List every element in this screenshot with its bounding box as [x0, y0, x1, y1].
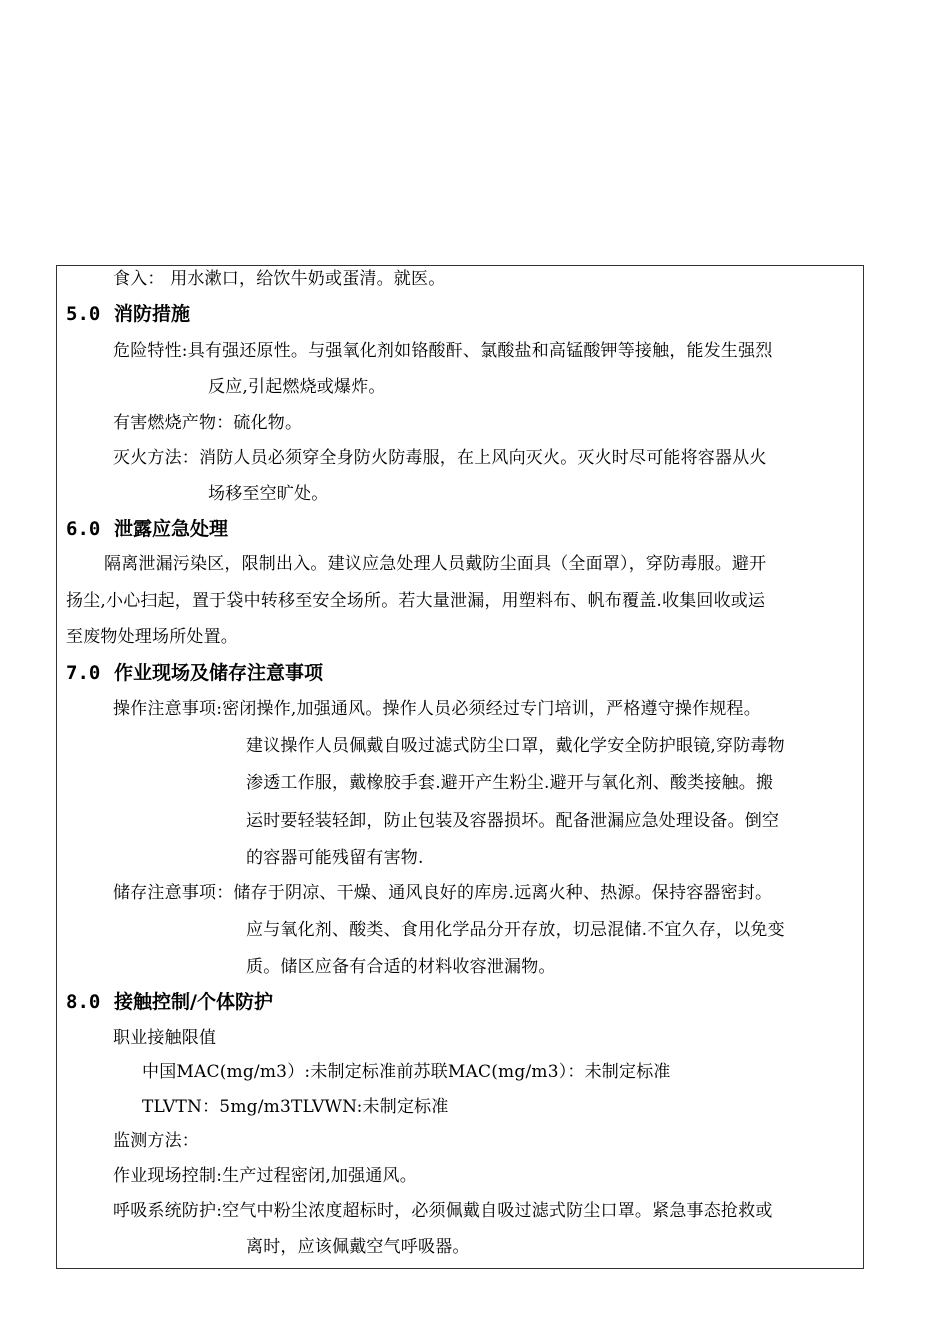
operation-text-2: 建议操作人员佩戴自吸过滤式防尘口罩，戴化学安全防护眼镜,穿防毒物 [246, 736, 785, 756]
section-6-heading [66, 517, 228, 541]
leak-text-3: 至废物处理场所处置。 [66, 627, 238, 647]
monitoring-label: 监测方法： [113, 1131, 199, 1151]
section-5-number: 5.0 [66, 303, 101, 325]
ingestion-text: 食入： 用水漱口，给饮牛奶或蛋清。就医。 [113, 269, 446, 289]
section-5-heading [66, 302, 190, 326]
section-8-heading [66, 990, 273, 1014]
operation-text-3: 渗透工作服，戴橡胶手套.避开产生粉尘.避开与氧化剂、酸类接触。搬 [246, 773, 774, 793]
tlv-text: TLVTN：5mg/m3TLVWN:未制定标准 [142, 1097, 449, 1117]
storage-text-1: 储存注意事项：储存于阴凉、干燥、通风良好的库房.远离火种、热源。保持容器密封。 [113, 883, 773, 903]
hazard-text-1: 危险特性:具有强还原性。与强氧化剂如铬酸酐、氯酸盐和高锰酸钾等接触，能发生强烈 [113, 341, 773, 361]
section-7-title: 作业现场及储存注意事项 [114, 662, 324, 684]
section-7-number: 7.0 [66, 662, 101, 684]
leak-text-2: 扬尘,小心扫起，置于袋中转移至安全场所。若大量泄漏，用塑料布、帆布覆盖.收集回收或运 [66, 591, 766, 611]
extinguish-text-1: 灭火方法：消防人员必须穿全身防火防毒服，在上风向灭火。灭火时尽可能将容器从火 [113, 448, 767, 468]
section-6-title: 泄露应急处理 [114, 518, 229, 540]
storage-text-3: 质。储区应备有合适的材料收容泄漏物。 [246, 957, 556, 977]
extinguish-text-2: 场移至空旷处。 [208, 484, 329, 504]
respiratory-text-1: 呼吸系统防护:空气中粉尘浓度超标时，必须佩戴自吸过滤式防尘口罩。紧急事态抢救或 [113, 1201, 773, 1221]
respiratory-text-2: 离时，应该佩戴空气呼吸器。 [246, 1237, 470, 1257]
combustion-products-text: 有害燃烧产物：硫化物。 [113, 413, 303, 433]
section-7-heading [66, 661, 323, 685]
leak-text-1: 隔离泄漏污染区，限制出入。建议应急处理人员戴防尘面具（全面罩），穿防毒服。避开 [104, 554, 767, 574]
section-8-number: 8.0 [66, 991, 101, 1013]
engineering-control-text: 作业现场控制:生产过程密闭,加强通风。 [113, 1166, 417, 1186]
storage-text-2: 应与氧化剂、酸类、食用化学品分开存放，切忌混储.不宜久存，以免变 [246, 920, 785, 940]
hazard-text-2: 反应,引起燃烧或爆炸。 [208, 377, 386, 397]
operation-text-5: 的容器可能残留有害物. [246, 848, 424, 868]
exposure-limits-label: 职业接触限值 [113, 1028, 217, 1048]
section-5-title: 消防措施 [114, 303, 191, 325]
china-mac-text: 中国MAC(mg/m3）:未制定标准前苏联MAC(mg/m3）：未制定标准 [142, 1062, 671, 1082]
operation-text-4: 运时要轻装轻卸，防止包装及容器损坏。配备泄漏应急处理设备。倒空 [246, 811, 780, 831]
section-6-number: 6.0 [66, 518, 101, 540]
section-8-title: 接触控制/个体防护 [114, 991, 273, 1013]
operation-text-1: 操作注意事项:密闭操作,加强通风。操作人员必须经过专门培训，严格遵守操作规程。 [113, 699, 761, 719]
